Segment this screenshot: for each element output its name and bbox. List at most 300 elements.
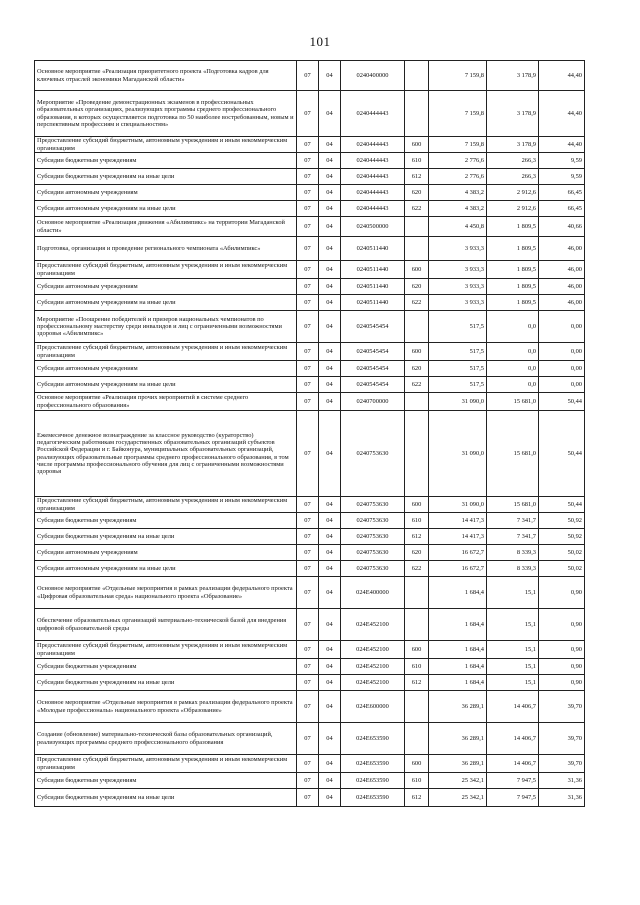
cell-rz: 07: [297, 237, 319, 261]
cell-pr: 04: [319, 261, 341, 279]
cell-plan: 517,5: [429, 361, 487, 377]
cell-fact: 15,1: [487, 609, 539, 641]
cell-pr: 04: [319, 237, 341, 261]
cell-pr: 04: [319, 361, 341, 377]
table-row: [35, 201, 585, 217]
cell-pct: 44,40: [539, 61, 585, 91]
cell-pct: 0,00: [539, 311, 585, 343]
cell-rz: 07: [297, 137, 319, 153]
cell-pr: 04: [319, 393, 341, 411]
cell-name: Субсидии бюджетным учреждениям на иные цели: [35, 675, 297, 691]
cell-vr: 600: [405, 343, 429, 361]
table-row: [35, 279, 585, 295]
cell-fact: 15,1: [487, 659, 539, 675]
cell-csr: 0240753630: [341, 513, 405, 529]
cell-vr: 600: [405, 755, 429, 773]
table-row: [35, 561, 585, 577]
cell-vr: 600: [405, 497, 429, 513]
cell-name: Предоставление субсидий бюджетным, автономным учреждениям и иным некоммерческим организациям: [35, 137, 297, 153]
cell-pr: 04: [319, 217, 341, 237]
cell-fact: 2 912,6: [487, 185, 539, 201]
cell-pct: 66,45: [539, 185, 585, 201]
cell-vr: 622: [405, 561, 429, 577]
cell-pct: 0,90: [539, 609, 585, 641]
cell-csr: 0240444443: [341, 153, 405, 169]
cell-plan: 7 159,8: [429, 61, 487, 91]
cell-rz: 07: [297, 789, 319, 807]
cell-name: Субсидии автономным учреждениям: [35, 361, 297, 377]
cell-rz: 07: [297, 497, 319, 513]
cell-fact: 7 947,5: [487, 789, 539, 807]
table-row: [35, 691, 585, 723]
table-row: [35, 261, 585, 279]
cell-vr: 622: [405, 295, 429, 311]
cell-fact: 0,0: [487, 377, 539, 393]
cell-rz: 07: [297, 529, 319, 545]
cell-name: Субсидии автономным учреждениям: [35, 185, 297, 201]
cell-vr: 612: [405, 529, 429, 545]
cell-csr: 024E653590: [341, 723, 405, 755]
cell-fact: 7 341,7: [487, 529, 539, 545]
cell-csr: 0240444443: [341, 185, 405, 201]
table-row: [35, 153, 585, 169]
cell-rz: 07: [297, 311, 319, 343]
table-row: [35, 343, 585, 361]
cell-csr: 024E452100: [341, 659, 405, 675]
cell-rz: 07: [297, 691, 319, 723]
cell-pr: 04: [319, 343, 341, 361]
cell-csr: 024E452100: [341, 675, 405, 691]
cell-vr: 610: [405, 513, 429, 529]
cell-csr: 0240753630: [341, 497, 405, 513]
table-row: [35, 169, 585, 185]
table-row: [35, 361, 585, 377]
cell-pct: 50,02: [539, 545, 585, 561]
cell-fact: 2 912,6: [487, 201, 539, 217]
cell-vr: [405, 723, 429, 755]
cell-vr: [405, 577, 429, 609]
cell-plan: 25 342,1: [429, 789, 487, 807]
cell-plan: 3 933,3: [429, 279, 487, 295]
table-row: [35, 377, 585, 393]
cell-vr: 600: [405, 641, 429, 659]
cell-name: Субсидии автономным учреждениям на иные цели: [35, 201, 297, 217]
cell-pct: 46,00: [539, 261, 585, 279]
cell-pct: 50,92: [539, 529, 585, 545]
cell-rz: 07: [297, 169, 319, 185]
cell-name: Субсидии бюджетным учреждениям на иные цели: [35, 529, 297, 545]
cell-pr: 04: [319, 411, 341, 497]
cell-plan: 3 933,3: [429, 237, 487, 261]
cell-rz: 07: [297, 393, 319, 411]
cell-vr: 620: [405, 279, 429, 295]
cell-fact: 15 681,0: [487, 393, 539, 411]
cell-rz: 07: [297, 61, 319, 91]
cell-plan: 517,5: [429, 343, 487, 361]
cell-fact: 266,3: [487, 169, 539, 185]
cell-plan: 517,5: [429, 377, 487, 393]
cell-csr: 024E452100: [341, 641, 405, 659]
cell-rz: 07: [297, 279, 319, 295]
cell-fact: 15,1: [487, 577, 539, 609]
cell-fact: 15,1: [487, 675, 539, 691]
cell-pct: 31,36: [539, 773, 585, 789]
cell-pr: 04: [319, 691, 341, 723]
cell-pct: 0,90: [539, 675, 585, 691]
cell-csr: 0240444443: [341, 201, 405, 217]
cell-name: Субсидии бюджетным учреждениям: [35, 659, 297, 675]
cell-plan: 31 090,0: [429, 393, 487, 411]
cell-csr: 0240444443: [341, 137, 405, 153]
table-row: [35, 61, 585, 91]
cell-name: Предоставление субсидий бюджетным, автономным учреждениям и иным некоммерческим организациям: [35, 755, 297, 773]
cell-plan: 36 289,1: [429, 691, 487, 723]
cell-plan: 1 684,4: [429, 577, 487, 609]
cell-pr: 04: [319, 675, 341, 691]
cell-csr: 024E653590: [341, 773, 405, 789]
cell-plan: 7 159,8: [429, 91, 487, 137]
cell-rz: 07: [297, 659, 319, 675]
cell-csr: 0240545454: [341, 311, 405, 343]
cell-pr: 04: [319, 659, 341, 675]
cell-plan: 4 383,2: [429, 185, 487, 201]
cell-fact: 1 809,5: [487, 217, 539, 237]
cell-plan: 31 090,0: [429, 497, 487, 513]
cell-fact: 0,0: [487, 311, 539, 343]
cell-rz: 07: [297, 185, 319, 201]
cell-name: Предоставление субсидий бюджетным, автономным учреждениям и иным некоммерческим организациям: [35, 261, 297, 279]
cell-plan: 14 417,3: [429, 513, 487, 529]
cell-plan: 3 933,3: [429, 261, 487, 279]
cell-rz: 07: [297, 545, 319, 561]
cell-vr: [405, 691, 429, 723]
cell-vr: [405, 217, 429, 237]
cell-vr: [405, 411, 429, 497]
cell-fact: 3 178,9: [487, 137, 539, 153]
cell-vr: 600: [405, 261, 429, 279]
cell-pr: 04: [319, 497, 341, 513]
cell-pr: 04: [319, 641, 341, 659]
cell-pct: 50,44: [539, 497, 585, 513]
cell-rz: 07: [297, 723, 319, 755]
cell-pct: 9,59: [539, 153, 585, 169]
cell-plan: 16 672,7: [429, 545, 487, 561]
cell-pct: 44,40: [539, 137, 585, 153]
cell-pct: 39,70: [539, 755, 585, 773]
cell-rz: 07: [297, 217, 319, 237]
cell-pct: 0,90: [539, 577, 585, 609]
table-row: [35, 755, 585, 773]
cell-fact: 15,1: [487, 641, 539, 659]
cell-rz: 07: [297, 261, 319, 279]
cell-vr: 612: [405, 169, 429, 185]
table-row: [35, 497, 585, 513]
table-row: [35, 411, 585, 497]
cell-plan: 25 342,1: [429, 773, 487, 789]
cell-name: Основное мероприятие «Реализация прочих мероприятий в системе среднего профессионального образования»: [35, 393, 297, 411]
cell-vr: 620: [405, 545, 429, 561]
cell-fact: 7 341,7: [487, 513, 539, 529]
cell-rz: 07: [297, 577, 319, 609]
cell-pct: 50,92: [539, 513, 585, 529]
cell-pct: 0,90: [539, 641, 585, 659]
cell-rz: 07: [297, 343, 319, 361]
cell-plan: 1 684,4: [429, 609, 487, 641]
cell-plan: 31 090,0: [429, 411, 487, 497]
cell-fact: 0,0: [487, 361, 539, 377]
cell-rz: 07: [297, 675, 319, 691]
cell-csr: 0240700000: [341, 393, 405, 411]
cell-rz: 07: [297, 755, 319, 773]
cell-name: Ежемесячное денежное вознаграждение за классное руководство (кураторство) педагогическим работникам государственных образовательных организаций субъектов Российской Федерации и г. Байконура, муниципальных образовательных организаций, реализующих образовательные программы среднего профессионального образования, в том числе программы профессионального обучения для лиц с ограниченными возможностями здоровья: [35, 411, 297, 497]
cell-csr: 0240511440: [341, 261, 405, 279]
cell-pct: 46,00: [539, 295, 585, 311]
table-row: [35, 217, 585, 237]
cell-pct: 46,00: [539, 279, 585, 295]
table-row: [35, 641, 585, 659]
cell-pct: 9,59: [539, 169, 585, 185]
table-row: [35, 577, 585, 609]
cell-fact: 1 809,5: [487, 279, 539, 295]
cell-csr: 024E653590: [341, 755, 405, 773]
cell-csr: 0240753630: [341, 529, 405, 545]
cell-csr: 0240753630: [341, 545, 405, 561]
cell-name: Предоставление субсидий бюджетным, автономным учреждениям и иным некоммерческим организациям: [35, 343, 297, 361]
cell-pct: 0,00: [539, 361, 585, 377]
cell-name: Подготовка, организация и проведение регионального чемпионата «Абилимпикс»: [35, 237, 297, 261]
cell-name: Основное мероприятие «Реализация движения «Абилимпикс» на территории Магаданской области»: [35, 217, 297, 237]
cell-fact: 3 178,9: [487, 61, 539, 91]
table-row: [35, 723, 585, 755]
cell-rz: 07: [297, 91, 319, 137]
cell-pct: 46,00: [539, 237, 585, 261]
cell-name: Субсидии автономным учреждениям: [35, 545, 297, 561]
cell-fact: 7 947,5: [487, 773, 539, 789]
table-row: [35, 659, 585, 675]
cell-rz: 07: [297, 773, 319, 789]
cell-name: Субсидии бюджетным учреждениям на иные цели: [35, 789, 297, 807]
cell-name: Предоставление субсидий бюджетным, автономным учреждениям и иным некоммерческим организациям: [35, 641, 297, 659]
table-row: [35, 609, 585, 641]
cell-pct: 0,00: [539, 343, 585, 361]
table-row: [35, 393, 585, 411]
cell-name: Субсидии бюджетным учреждениям: [35, 153, 297, 169]
cell-plan: 36 289,1: [429, 723, 487, 755]
table-row: [35, 295, 585, 311]
cell-vr: 620: [405, 361, 429, 377]
cell-plan: 36 289,1: [429, 755, 487, 773]
table-row: [35, 789, 585, 807]
cell-name: Основное мероприятие «Отдельные мероприятия в рамках реализации федерального проекта «Молодые профессионалы» национального проекта «Образование»: [35, 691, 297, 723]
cell-pr: 04: [319, 91, 341, 137]
cell-pr: 04: [319, 153, 341, 169]
cell-pr: 04: [319, 311, 341, 343]
cell-plan: 1 684,4: [429, 641, 487, 659]
cell-fact: 15 681,0: [487, 411, 539, 497]
table-row: [35, 185, 585, 201]
cell-vr: 612: [405, 675, 429, 691]
cell-rz: 07: [297, 201, 319, 217]
cell-csr: 024E600000: [341, 691, 405, 723]
cell-plan: 7 159,8: [429, 137, 487, 153]
cell-fact: 1 809,5: [487, 261, 539, 279]
cell-vr: 610: [405, 659, 429, 675]
cell-fact: 14 406,7: [487, 755, 539, 773]
cell-csr: 024E400000: [341, 577, 405, 609]
cell-pct: 66,45: [539, 201, 585, 217]
cell-fact: 1 809,5: [487, 295, 539, 311]
table-row: [35, 91, 585, 137]
cell-csr: 0240753630: [341, 411, 405, 497]
cell-vr: [405, 609, 429, 641]
cell-pr: 04: [319, 185, 341, 201]
cell-fact: 8 339,3: [487, 561, 539, 577]
cell-vr: 622: [405, 201, 429, 217]
cell-csr: 0240400000: [341, 61, 405, 91]
page-number: 101: [309, 34, 331, 49]
cell-vr: 622: [405, 377, 429, 393]
cell-csr: 0240444443: [341, 169, 405, 185]
cell-rz: 07: [297, 377, 319, 393]
budget-table: [34, 60, 585, 807]
cell-pr: 04: [319, 201, 341, 217]
cell-name: Субсидии автономным учреждениям: [35, 279, 297, 295]
cell-rz: 07: [297, 513, 319, 529]
table-row: [35, 545, 585, 561]
cell-pr: 04: [319, 755, 341, 773]
cell-pct: 50,02: [539, 561, 585, 577]
cell-vr: 610: [405, 773, 429, 789]
cell-pr: 04: [319, 609, 341, 641]
cell-fact: 0,0: [487, 343, 539, 361]
cell-csr: 0240753630: [341, 561, 405, 577]
cell-csr: 0240511440: [341, 295, 405, 311]
cell-vr: 612: [405, 789, 429, 807]
cell-pr: 04: [319, 279, 341, 295]
cell-name: Субсидии бюджетным учреждениям: [35, 773, 297, 789]
cell-pct: 50,44: [539, 411, 585, 497]
cell-pct: 44,40: [539, 91, 585, 137]
cell-vr: [405, 237, 429, 261]
cell-plan: 4 383,2: [429, 201, 487, 217]
cell-fact: 1 809,5: [487, 237, 539, 261]
cell-fact: 3 178,9: [487, 91, 539, 137]
cell-pr: 04: [319, 295, 341, 311]
cell-pct: 31,36: [539, 789, 585, 807]
table-row: [35, 529, 585, 545]
cell-pr: 04: [319, 561, 341, 577]
cell-fact: 8 339,3: [487, 545, 539, 561]
cell-fact: 14 406,7: [487, 691, 539, 723]
cell-pct: 40,66: [539, 217, 585, 237]
cell-rz: 07: [297, 609, 319, 641]
table-row: [35, 237, 585, 261]
cell-csr: 0240545454: [341, 377, 405, 393]
cell-pr: 04: [319, 513, 341, 529]
cell-rz: 07: [297, 295, 319, 311]
table-row: [35, 675, 585, 691]
cell-pr: 04: [319, 789, 341, 807]
cell-vr: 620: [405, 185, 429, 201]
cell-csr: 0240511440: [341, 237, 405, 261]
cell-plan: 2 776,6: [429, 169, 487, 185]
cell-rz: 07: [297, 561, 319, 577]
cell-pr: 04: [319, 61, 341, 91]
cell-name: Мероприятие «Проведение демонстрационных экзаменов в профессиональных образовательных организациях, реализующих программы среднего профессионального образования, в которых осуществляется подготовка по 50 наиболее востребованным, новым и перспективным профессиям и специальностям»: [35, 91, 297, 137]
cell-name: Субсидии автономным учреждениям на иные цели: [35, 561, 297, 577]
cell-name: Субсидии автономным учреждениям на иные цели: [35, 295, 297, 311]
cell-csr: 0240545454: [341, 361, 405, 377]
cell-plan: 1 684,4: [429, 675, 487, 691]
cell-plan: 14 417,3: [429, 529, 487, 545]
cell-vr: 610: [405, 153, 429, 169]
table-row: [35, 137, 585, 153]
cell-name: Предоставление субсидий бюджетным, автономным учреждениям и иным некоммерческим организациям: [35, 497, 297, 513]
cell-pct: 39,70: [539, 691, 585, 723]
table-row: [35, 311, 585, 343]
cell-pr: 04: [319, 577, 341, 609]
cell-pr: 04: [319, 723, 341, 755]
cell-pr: 04: [319, 137, 341, 153]
cell-pr: 04: [319, 545, 341, 561]
cell-vr: [405, 61, 429, 91]
cell-name: Создание (обновление) материально-технической базы образовательных организаций, реализующих программы среднего профессионального образования: [35, 723, 297, 755]
cell-csr: 024E452100: [341, 609, 405, 641]
cell-fact: 14 406,7: [487, 723, 539, 755]
cell-name: Субсидии бюджетным учреждениям на иные цели: [35, 169, 297, 185]
cell-plan: 4 450,8: [429, 217, 487, 237]
cell-fact: 266,3: [487, 153, 539, 169]
cell-plan: 3 933,3: [429, 295, 487, 311]
cell-name: Субсидии бюджетным учреждениям: [35, 513, 297, 529]
cell-vr: [405, 91, 429, 137]
cell-pr: 04: [319, 169, 341, 185]
cell-vr: 600: [405, 137, 429, 153]
cell-fact: 15 681,0: [487, 497, 539, 513]
cell-rz: 07: [297, 641, 319, 659]
cell-name: Основное мероприятие «Отдельные мероприятия в рамках реализации федерального проекта «Цифровая образовательная среда» национального проекта «Образование»: [35, 577, 297, 609]
table-row: [35, 513, 585, 529]
cell-rz: 07: [297, 153, 319, 169]
cell-name: Мероприятие «Поощрение победителей и призеров национальных чемпионатов по профессиональному мастерству среди инвалидов и лиц с ограниченными возможностями здоровья «Абилимпикс»: [35, 311, 297, 343]
cell-csr: 0240545454: [341, 343, 405, 361]
cell-name: Субсидии автономным учреждениям на иные цели: [35, 377, 297, 393]
cell-pr: 04: [319, 773, 341, 789]
cell-csr: 0240500000: [341, 217, 405, 237]
cell-plan: 517,5: [429, 311, 487, 343]
table-row: [35, 773, 585, 789]
cell-name: Основное мероприятие «Реализация приоритетного проекта «Подготовка кадров для ключевых отраслей экономики Магаданской области»: [35, 61, 297, 91]
cell-vr: [405, 311, 429, 343]
cell-name: Обеспечение образовательных организаций материально-технической базой для внедрения цифровой образовательной среды: [35, 609, 297, 641]
table-body: [35, 61, 585, 807]
cell-plan: 16 672,7: [429, 561, 487, 577]
cell-plan: 1 684,4: [429, 659, 487, 675]
cell-csr: 0240444443: [341, 91, 405, 137]
cell-pr: 04: [319, 377, 341, 393]
cell-pct: 0,90: [539, 659, 585, 675]
cell-vr: [405, 393, 429, 411]
cell-pct: 50,44: [539, 393, 585, 411]
cell-csr: 024E653590: [341, 789, 405, 807]
cell-pr: 04: [319, 529, 341, 545]
cell-pct: 0,00: [539, 377, 585, 393]
cell-rz: 07: [297, 411, 319, 497]
cell-pct: 39,70: [539, 723, 585, 755]
cell-rz: 07: [297, 361, 319, 377]
cell-csr: 0240511440: [341, 279, 405, 295]
cell-plan: 2 776,6: [429, 153, 487, 169]
